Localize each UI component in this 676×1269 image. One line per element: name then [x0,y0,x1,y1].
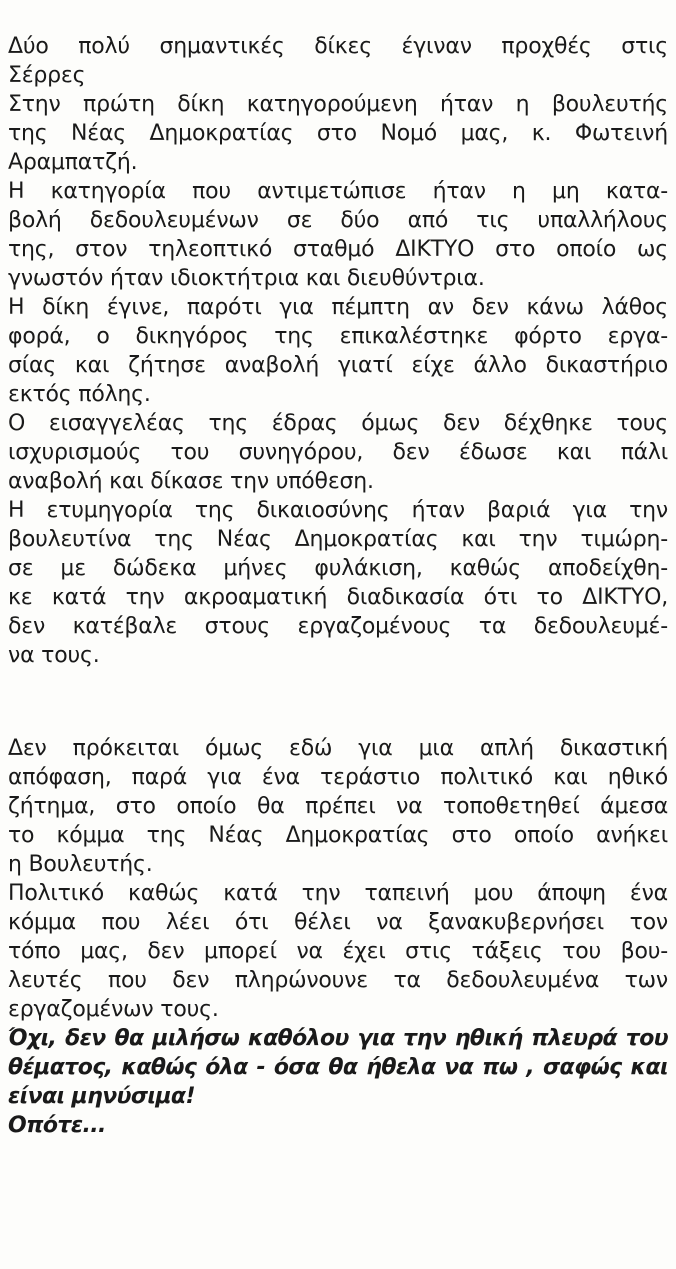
text-line: δεν κατέβαλε στους εργαζομένους τα δεδουλευμέ- [8,614,668,639]
text-line: ζήτημα, στο οποίο θα πρέπει να τοποθετηθεί άμεσα [8,794,668,819]
text-line: αναβολή και δίκασε την υπόθεση. [8,469,374,494]
text-line: σε με δώδεκα μήνες φυλάκιση, καθώς αποδείχθη- [8,556,668,581]
text-line: Ο εισαγγελέας της έδρας όμως δεν δέχθηκε τους [8,411,668,436]
text-line: βολή δεδουλευμένων σε δύο από τις υπαλλήλους [8,208,668,233]
text-line: η Βουλευτής. [8,852,153,877]
text-line: να τους. [8,643,100,668]
text-line: εκτός πόλης. [8,382,151,407]
text-line: κε κατά την ακροαματική διαδικασία ότι το ΔΙΚΤΥΟ, [8,585,668,610]
closing-line: Οπότε... [8,1113,106,1138]
text-line: Η κατηγορία που αντιμετώπισε ήταν η μη κατα- [8,179,668,204]
text-line: της Νέας Δημοκρατίας στο Νομό μας, κ. Φωτεινή [8,121,668,146]
text-line: το κόμμα της Νέας Δημοκρατίας στο οποίο ανήκει [8,823,668,848]
text-line: βουλευτίνα της Νέας Δημοκρατίας και την τιμώρη- [8,527,668,552]
text-line: εργαζομένων τους. [8,997,219,1022]
text-line: Πολιτικό καθώς κατά την ταπεινή μου άποψη ένα [8,881,668,906]
text-line: φορά, ο δικηγόρος της επικαλέστηκε φόρτο εργα- [8,324,668,349]
text-line: λευτές που δεν πληρώνουνε τα δεδουλευμένα των [8,968,668,993]
text-line: Η δίκη έγινε, παρότι για πέμπτη αν δεν κάνω λάθος [8,295,668,320]
text-line: απόφαση, παρά για ένα τεράστιο πολιτικό και ηθικό [8,765,668,790]
text-line: Στην πρώτη δίκη κατηγορούμενη ήταν η βουλευτής [8,92,668,117]
text-line: της, στον τηλεοπτικό σταθμό ΔΙΚΤΥΟ στο οποίο ως [8,237,668,262]
text-line: κόμμα που λέει ότι θέλει να ξανακυβερνήσει τον [8,910,668,935]
text-line: τόπο μας, δεν μπορεί να έχει στις τάξεις του βου- [8,939,668,964]
text-line: Σέρρες [8,63,86,88]
text-line: ισχυρισμούς του συνηγόρου, δεν έδωσε και πάλι [8,440,668,465]
closing-line: είναι μηνύσιμα! [8,1084,195,1109]
text-line: Δεν πρόκειται όμως εδώ για μια απλή δικαστική [8,736,668,761]
closing-line: θέματος, καθώς όλα - όσα θα ήθελα να πω , σαφώς και [8,1055,668,1080]
text-line: σίας και ζήτησε αναβολή γιατί είχε άλλο δικαστήριο [8,353,668,378]
paragraph-gap [8,670,668,734]
closing-line: Όχι, δεν θα μιλήσω καθόλου για την ηθική πλευρά του [8,1026,668,1051]
text-line: γνωστόν ήταν ιδιοκτήτρια και διευθύντρια. [8,266,485,291]
article-text [8,32,668,1140]
text-line: Η ετυμηγορία της δικαιοσύνης ήταν βαριά για την [8,498,668,523]
text-line: Δύο πολύ σημαντικές δίκες έγιναν προχθές στις [8,34,668,59]
text-line: Αραμπατζή. [8,150,138,175]
